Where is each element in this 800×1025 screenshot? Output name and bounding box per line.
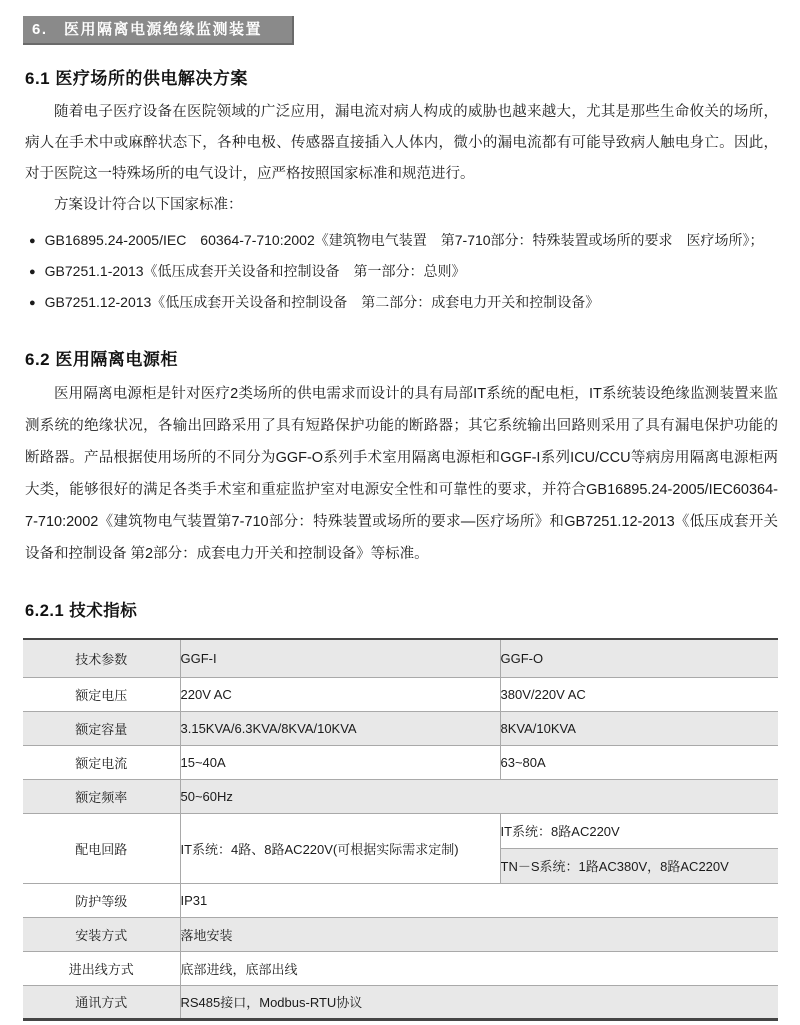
standard-text: GB7251.1-2013《低压成套开关设备和控制设备 第一部分：总则》	[44, 263, 466, 279]
row-label: 安装方式	[23, 917, 180, 951]
section-6-2-1-heading: 6.2.1 技术指标	[25, 602, 138, 620]
table-row-communication	[23, 985, 778, 1019]
standard-item	[29, 287, 778, 318]
standard-item	[29, 256, 778, 287]
table-row-in-out-wiring	[23, 951, 778, 985]
row-label: 防护等级	[23, 883, 180, 917]
ggf-o-tns-value: TN－S系统：1路AC380V，8路AC220V	[500, 848, 778, 883]
standard-item	[29, 225, 778, 256]
shared-value: IP31	[180, 883, 778, 917]
bullet-icon: ●	[29, 235, 36, 247]
bullet-icon: ●	[29, 266, 36, 278]
ggf-i-value: 15~40A	[180, 745, 500, 779]
col-header-ggf-o: GGF-O	[500, 639, 778, 677]
ggf-o-value: 380V/220V AC	[500, 677, 778, 711]
row-label: 配电回路	[23, 813, 180, 883]
section-6-2-heading: 6.2 医用隔离电源柜	[25, 350, 178, 369]
spec-table	[23, 638, 778, 1021]
standard-text: GB7251.12-2013《低压成套开关设备和控制设备 第二部分：成套电力开关和控制设备》	[44, 294, 600, 310]
ggf-o-value: 63~80A	[500, 745, 778, 779]
shared-value: 50~60Hz	[180, 779, 778, 813]
ggf-i-value: 3.15KVA/6.3KVA/8KVA/10KVA	[180, 711, 500, 745]
row-label: 额定频率	[23, 779, 180, 813]
col-header-param: 技术参数	[23, 639, 180, 677]
table-header-row	[23, 639, 778, 677]
table-row-rated-capacity	[23, 711, 778, 745]
table-row-installation	[23, 917, 778, 951]
ggf-i-value: 220V AC	[180, 677, 500, 711]
section-6-1-paragraph: 随着电子医疗设备在医院领域的广泛应用，漏电流对病人构成的威胁也越来越大，尤其是那些生命攸关的场所，病人在手术中或麻醉状态下，各种电极、传感器直接插入人体内，微小的漏电流都有可能导致病人触电身亡。因此，对于医院这一特殊场所的电气设计，应严格按照国家标准和规范进行。	[25, 104, 778, 182]
section-6-1-heading: 6.1 医疗场所的供电解决方案	[25, 69, 248, 88]
row-label: 通讯方式	[23, 985, 180, 1019]
section-6-2-paragraph: 医用隔离电源柜是针对医疗2类场所的供电需求而设计的具有局部IT系统的配电柜，IT系统装设绝缘监测装置来监测系统的绝缘状况，各输出回路采用了具有短路保护功能的断路器；其它系统输出回路则采用了具有漏电保护功能的断路器。产品根据使用场所的不同分为GGF-O系列手术室用隔离电源柜和GGF-I系列ICU/CCU等病房用隔离电源柜两大类，能够很好的满足各类手术室和重症监护室对电源安全性和可靠性的要求，并符合GB16895.24-2005/IEC60364-7-710:2002《建筑物电气装置第7-710部分：特殊装置或场所的要求—医疗场所》和GB7251.12-2013《低压成套开关设备和控制设备 第2部分：成套电力开关和控制设备》等标准。	[25, 386, 778, 562]
col-header-ggf-i: GGF-I	[180, 639, 500, 677]
shared-value: RS485接口，Modbus-RTU协议	[180, 985, 778, 1019]
bullet-icon: ●	[29, 297, 36, 309]
table-row-distribution-circuit	[23, 813, 778, 848]
standards-list	[25, 225, 778, 318]
ggf-o-value: 8KVA/10KVA	[500, 711, 778, 745]
shared-value: 底部进线，底部出线	[180, 951, 778, 985]
row-label: 进出线方式	[23, 951, 180, 985]
table-row-rated-current	[23, 745, 778, 779]
table-row-rated-frequency	[23, 779, 778, 813]
row-label: 额定电压	[23, 677, 180, 711]
shared-value: 落地安装	[180, 917, 778, 951]
table-row-rated-voltage	[23, 677, 778, 711]
standard-text: GB16895.24-2005/IEC 60364-7-710:2002《建筑物电气装置 第7-710部分：特殊装置或场所的要求 医疗场所》；	[44, 232, 764, 248]
standards-intro: 方案设计符合以下国家标准：	[54, 197, 243, 213]
table-row-protection-degree	[23, 883, 778, 917]
row-label: 额定电流	[23, 745, 180, 779]
ggf-o-it-value: IT系统：8路AC220V	[500, 813, 778, 848]
ggf-i-value: IT系统：4路、8路AC220V(可根据实际需求定制)	[180, 813, 500, 883]
row-label: 额定容量	[23, 711, 180, 745]
chapter-banner: 6. 医用隔离电源绝缘监测装置	[23, 16, 294, 45]
